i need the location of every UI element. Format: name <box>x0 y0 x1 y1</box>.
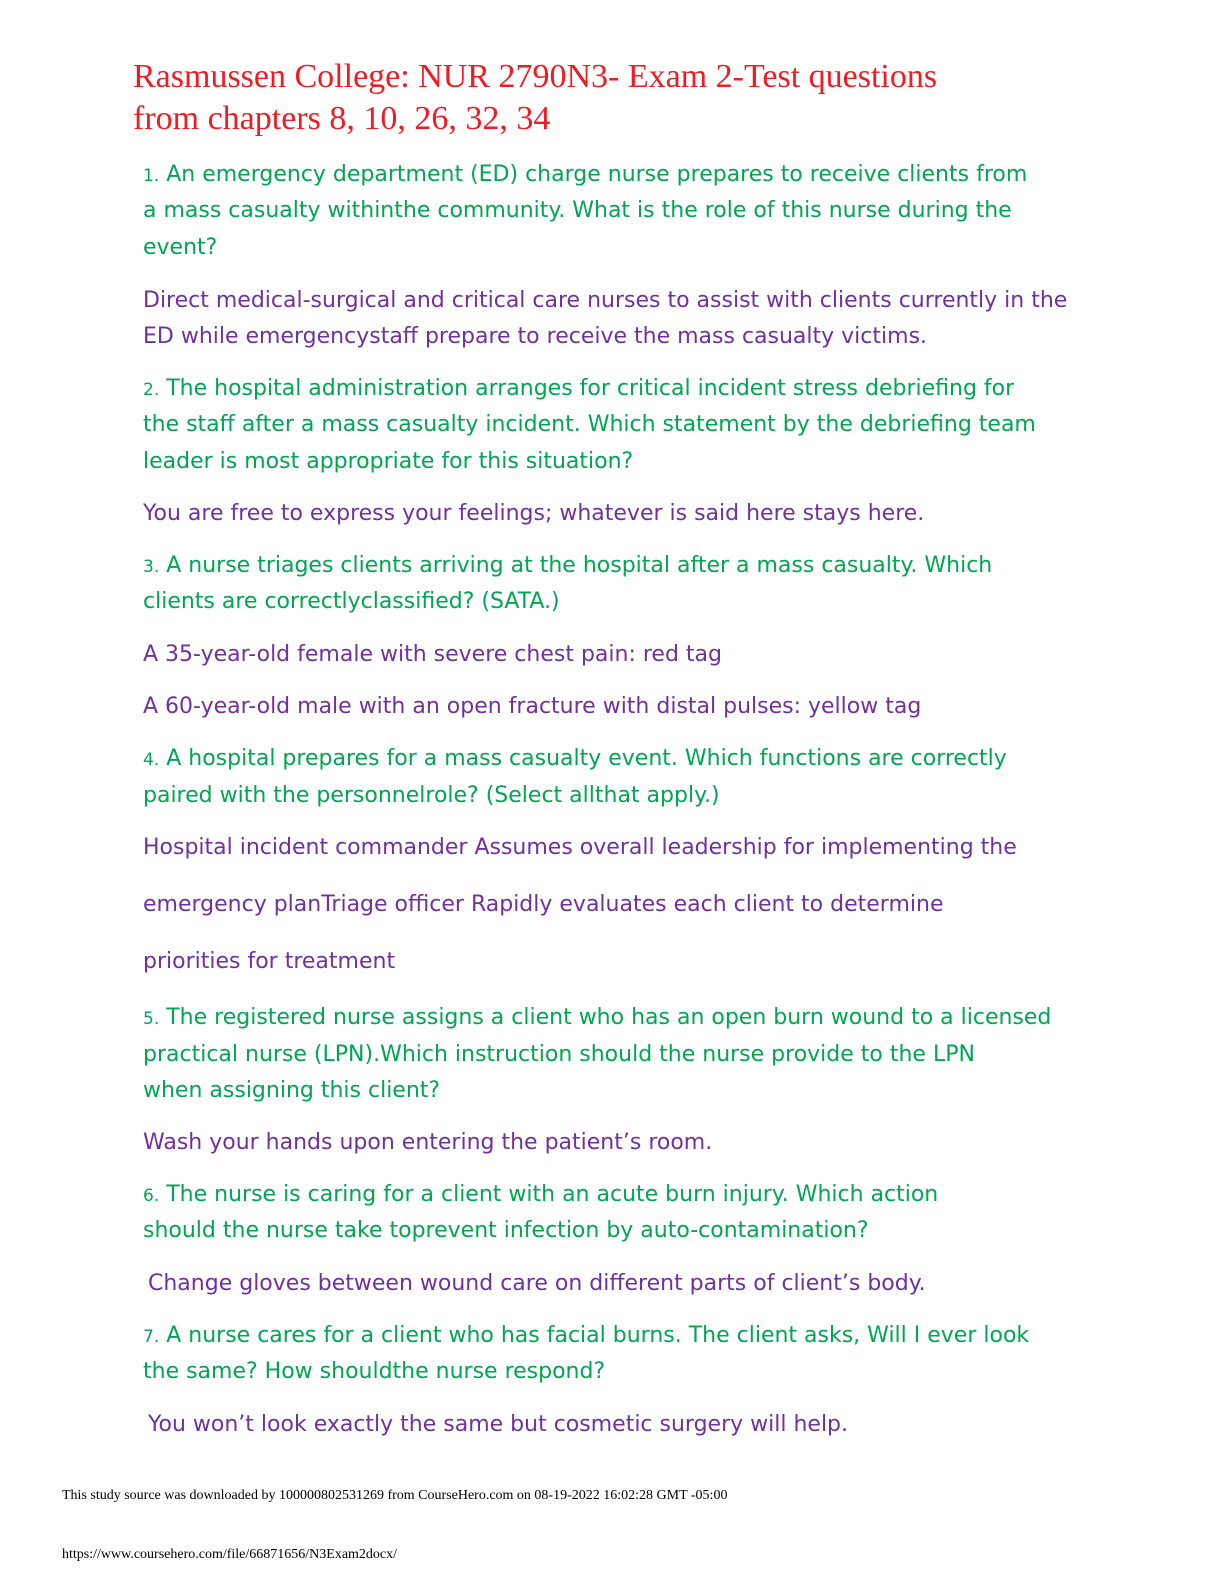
answer-line: ED while emergencystaff prepare to receive the mass casualty victims. <box>143 324 928 349</box>
answer-line: A 35-year-old female with severe chest pain: red tag <box>143 642 722 667</box>
question-line: paired with the personnelrole? (Select allthat apply.) <box>143 783 720 808</box>
question-text: An emergency department (ED) charge nurse prepares to receive clients from <box>166 162 1028 187</box>
answer-line: Change gloves between wound care on different parts of client’s body. <box>148 1271 926 1296</box>
question-line <box>143 374 1014 405</box>
question-text: A nurse triages clients arriving at the hospital after a mass casualty. Which <box>166 553 993 578</box>
question-number: 1. <box>143 166 160 186</box>
question-number: 6. <box>143 1186 160 1206</box>
question-number: 4. <box>143 750 160 770</box>
question-number: 5. <box>143 1009 160 1029</box>
question-line: when assigning this client? <box>143 1078 441 1103</box>
question-text: The registered nurse assigns a client who has an open burn wound to a licensed <box>166 1005 1052 1030</box>
answer-line: emergency planTriage officer Rapidly evaluates each client to determine <box>143 892 944 917</box>
question-line <box>143 551 992 582</box>
answer-line: You are free to express your feelings; whatever is said here stays here. <box>143 501 925 526</box>
question-line <box>143 160 1027 191</box>
question-line: the same? How shouldthe nurse respond? <box>143 1359 606 1384</box>
question-text: A nurse cares for a client who has facial burns. The client asks, Will I ever look <box>166 1323 1030 1348</box>
question-number: 3. <box>143 557 160 577</box>
question-line: leader is most appropriate for this situation? <box>143 449 634 474</box>
answer-line: Hospital incident commander Assumes overall leadership for implementing the <box>143 835 1017 860</box>
title-line-2: from chapters 8, 10, 26, 32, 34 <box>133 100 551 137</box>
question-line: should the nurse take toprevent infection by auto-contamination? <box>143 1218 869 1243</box>
question-line: practical nurse (LPN).Which instruction should the nurse provide to the LPN <box>143 1042 975 1067</box>
question-line: the staff after a mass casualty incident. Which statement by the debriefing team <box>143 412 1036 437</box>
document-title <box>133 56 1093 140</box>
question-line <box>143 1321 1029 1352</box>
question-line: a mass casualty withinthe community. What is the role of this nurse during the <box>143 198 1012 223</box>
question-text: A hospital prepares for a mass casualty event. Which functions are correctly <box>166 746 1007 771</box>
question-line <box>143 1003 1051 1034</box>
question-line: clients are correctlyclassified? (SATA.) <box>143 589 560 614</box>
answer-line: Direct medical-surgical and critical care nurses to assist with clients currently in the <box>143 288 1068 313</box>
question-number: 2. <box>143 380 160 400</box>
answer-line: You won’t look exactly the same but cosmetic surgery will help. <box>148 1412 849 1437</box>
answer-line: A 60-year-old male with an open fracture with distal pulses: yellow tag <box>143 694 922 719</box>
answer-line: priorities for treatment <box>143 949 396 974</box>
question-line <box>143 1180 938 1211</box>
question-text: The hospital administration arranges for critical incident stress debriefing for <box>166 376 1015 401</box>
download-source-notice: This study source was downloaded by 100000802531269 from CourseHero.com on 08-19-2022 16:02:28 GMT -05:00 <box>62 1488 728 1503</box>
answer-line: Wash your hands upon entering the patient’s room. <box>143 1130 713 1155</box>
source-url[interactable]: https://www.coursehero.com/file/66871656/N3Exam2docx/ <box>62 1547 398 1562</box>
question-text: The nurse is caring for a client with an acute burn injury. Which action <box>166 1182 939 1207</box>
question-line <box>143 744 1007 775</box>
question-number: 7. <box>143 1327 160 1347</box>
question-line: event? <box>143 235 218 260</box>
title-line-1: Rasmussen College: NUR 2790N3- Exam 2-Test questions <box>133 58 938 95</box>
